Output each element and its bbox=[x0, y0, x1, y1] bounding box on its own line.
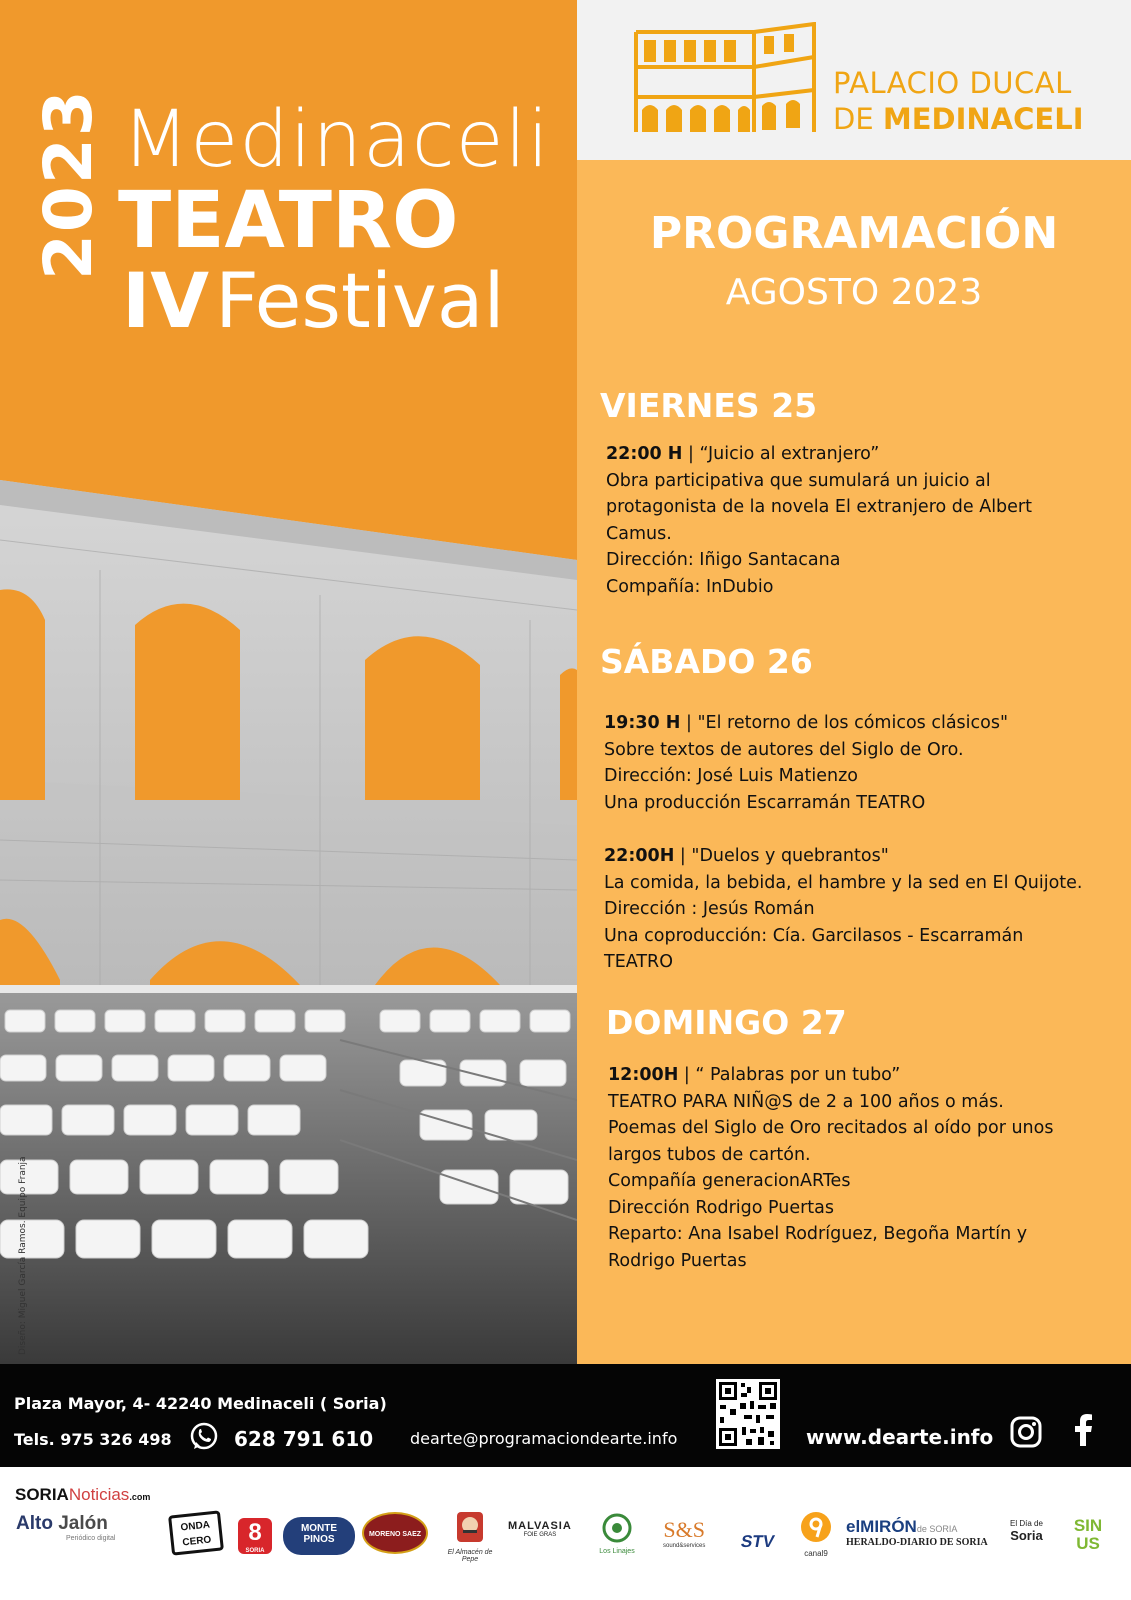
event-line: Reparto: Ana Isabel Rodríguez, Begoña Martín y bbox=[608, 1224, 1028, 1244]
event-sep: | bbox=[682, 444, 700, 464]
event-sunday-1 bbox=[608, 1062, 1128, 1274]
festival-numeral: IV bbox=[122, 256, 210, 345]
event-heading bbox=[606, 441, 1126, 468]
event-friday-1 bbox=[606, 441, 1126, 600]
sponsor-text: El Día de bbox=[1010, 1519, 1043, 1528]
event-time: 19:30 H bbox=[604, 713, 681, 733]
facebook-icon[interactable] bbox=[1066, 1412, 1102, 1448]
sponsor-canal9[interactable] bbox=[796, 1510, 836, 1558]
festival-year: 2023 bbox=[30, 88, 107, 280]
event-line: Sobre textos de autores del Siglo de Oro. bbox=[604, 739, 964, 760]
event-line: Dirección : Jesús Román bbox=[604, 899, 815, 919]
event-line: Camus. bbox=[606, 523, 672, 544]
sponsor-text: 8 bbox=[248, 1519, 262, 1546]
venue-name-line1: PALACIO DUCAL bbox=[833, 66, 1072, 100]
sponsor-text: de SORIA bbox=[916, 1524, 958, 1534]
event-line: Una coproducción: Cía. Garcilasos - Escarramán bbox=[604, 925, 1024, 946]
palace-logo bbox=[634, 22, 818, 137]
day-title-saturday: SÁBADO 26 bbox=[600, 642, 813, 681]
sponsor-text: HERALDO-DIARIO DE SORIA bbox=[846, 1537, 988, 1548]
sponsor-text: El Almacén de Pepe bbox=[447, 1549, 493, 1563]
email-link[interactable]: dearte@programaciondearte.info bbox=[410, 1429, 678, 1448]
event-sep: | bbox=[678, 1065, 696, 1085]
event-line: Compañía: InDubio bbox=[606, 576, 774, 597]
program-subtitle: AGOSTO 2023 bbox=[725, 272, 983, 313]
event-name: “Juicio al extranjero” bbox=[699, 444, 880, 464]
sponsor-text: Jalón bbox=[58, 1513, 108, 1534]
event-line: protagonista de la novela El extranjero de Albert bbox=[606, 497, 1032, 517]
whatsapp-icon[interactable] bbox=[188, 1421, 220, 1453]
venue-prefix: DE bbox=[833, 102, 883, 136]
event-heading bbox=[604, 843, 1129, 870]
telephone: Tels. 975 326 498 bbox=[14, 1430, 172, 1449]
design-credit: Diseño: Miguel García Ramos. Equipo Franja bbox=[18, 1156, 28, 1355]
sponsor-text: MALVASIA bbox=[508, 1520, 572, 1532]
sponsor-text: SIN US bbox=[1073, 1516, 1103, 1553]
event-heading bbox=[608, 1062, 1128, 1089]
sponsor-los-linajes[interactable] bbox=[592, 1513, 642, 1555]
sponsor-text: FOIE GRAS bbox=[523, 1532, 557, 1538]
event-heading bbox=[604, 710, 1124, 737]
sponsor-text: MORENO SAEZ bbox=[368, 1531, 422, 1538]
face-icon bbox=[455, 1510, 485, 1544]
whatsapp-number[interactable]: 628 791 610 bbox=[234, 1427, 374, 1451]
festival-word: Festival bbox=[215, 256, 505, 345]
event-saturday-2 bbox=[604, 843, 1129, 976]
day-title-friday: VIERNES 25 bbox=[600, 386, 818, 425]
address: Plaza Mayor, 4- 42240 Medinaceli ( Soria) bbox=[14, 1394, 387, 1413]
event-line: Dirección: Iñigo Santacana bbox=[606, 550, 841, 570]
sponsor-text: Soria bbox=[1010, 1528, 1043, 1543]
sponsor-text: .com bbox=[129, 1492, 151, 1502]
sponsor-sinus[interactable] bbox=[1066, 1517, 1110, 1559]
event-line: Dirección: José Luis Matienzo bbox=[604, 766, 858, 786]
sponsor-monte-pinos[interactable] bbox=[283, 1517, 355, 1555]
sponsor-text: SORIA bbox=[15, 1485, 69, 1504]
program-title: PROGRAMACIÓN bbox=[649, 208, 1059, 259]
event-line: Obra participativa que sumulará un juicio al bbox=[606, 470, 991, 491]
event-name: “ Palabras por un tubo” bbox=[695, 1065, 901, 1085]
festival-title-festival bbox=[122, 256, 505, 345]
sponsor-text: SORIA bbox=[245, 1548, 265, 1554]
sponsor-text: Periódico digital bbox=[66, 1535, 116, 1542]
sponsor-text: ONDA bbox=[180, 1519, 211, 1534]
event-line: Poemas del Siglo de Oro recitados al oído por unos bbox=[608, 1118, 1054, 1138]
festival-title-medinaceli: Medinaceli bbox=[122, 95, 550, 185]
event-name: "El retorno de los cómicos clásicos" bbox=[697, 713, 1009, 733]
sponsor-text: CERO bbox=[181, 1534, 212, 1549]
event-sep: | bbox=[680, 713, 698, 733]
sponsor-text: canal9 bbox=[804, 1549, 828, 1558]
event-line: TEATRO PARA NIÑ@S de 2 a 100 años o más. bbox=[608, 1091, 1004, 1112]
sponsor-malvasia[interactable] bbox=[508, 1520, 572, 1538]
event-line: TEATRO bbox=[604, 952, 673, 972]
day-title-sunday: DOMINGO 27 bbox=[606, 1003, 847, 1042]
event-time: 22:00H bbox=[604, 846, 675, 866]
sponsor-el-miron[interactable] bbox=[846, 1517, 988, 1548]
sponsor-alto-jalon[interactable] bbox=[16, 1513, 115, 1542]
festival-panel bbox=[0, 0, 577, 1364]
qr-code[interactable] bbox=[716, 1379, 780, 1449]
sponsor-text: Los Linajes bbox=[599, 1548, 635, 1555]
instagram-icon[interactable] bbox=[1009, 1415, 1043, 1449]
event-time: 22:00 H bbox=[606, 444, 683, 464]
event-line: Dirección Rodrigo Puertas bbox=[608, 1197, 835, 1218]
sponsor-text: Alto bbox=[16, 1513, 53, 1534]
arena-photo bbox=[0, 480, 577, 1364]
sponsor-text: MONTE bbox=[300, 1523, 338, 1534]
event-time: 12:00H bbox=[608, 1065, 679, 1085]
sponsor-text: Noticias bbox=[68, 1485, 130, 1504]
contact-footer bbox=[0, 1364, 1131, 1467]
festival-title-teatro: TEATRO bbox=[118, 176, 459, 266]
venue-name-line2 bbox=[833, 102, 1083, 136]
canal9-icon bbox=[799, 1510, 833, 1544]
event-saturday-1 bbox=[604, 710, 1124, 816]
event-line: La comida, la bebida, el hambre y la sed en El Quijote. bbox=[604, 872, 1083, 893]
sponsor-moreno-saez[interactable] bbox=[362, 1512, 428, 1554]
sponsor-text: elMIRÓN bbox=[846, 1517, 917, 1536]
sponsor-sound-services[interactable] bbox=[663, 1517, 705, 1549]
sponsor-text: STV bbox=[739, 1532, 776, 1551]
sponsor-text: sound&services bbox=[663, 1543, 706, 1549]
sponsor-onda-cero[interactable] bbox=[168, 1510, 224, 1555]
sponsor-text: PINOS bbox=[303, 1534, 335, 1545]
event-sep: | bbox=[674, 846, 692, 866]
emblem-icon bbox=[602, 1513, 632, 1543]
sponsor-el-dia-soria[interactable] bbox=[1010, 1519, 1043, 1543]
event-line: Rodrigo Puertas bbox=[608, 1250, 747, 1271]
sponsor-text: S&S bbox=[663, 1517, 705, 1542]
sponsor-8-soria[interactable] bbox=[238, 1518, 272, 1554]
sponsor-almacen-pepe[interactable] bbox=[442, 1510, 498, 1563]
event-line: Una producción Escarramán TEATRO bbox=[604, 792, 926, 813]
sponsor-stv[interactable] bbox=[739, 1532, 776, 1552]
website-link[interactable]: www.dearte.info bbox=[806, 1425, 994, 1449]
sponsor-soria-noticias[interactable] bbox=[15, 1485, 150, 1505]
event-line: Compañía generacionARTes bbox=[608, 1171, 851, 1191]
event-name: "Duelos y quebrantos" bbox=[691, 846, 889, 866]
event-line: largos tubos de cartón. bbox=[608, 1144, 811, 1165]
venue-town: MEDINACELI bbox=[882, 102, 1084, 136]
